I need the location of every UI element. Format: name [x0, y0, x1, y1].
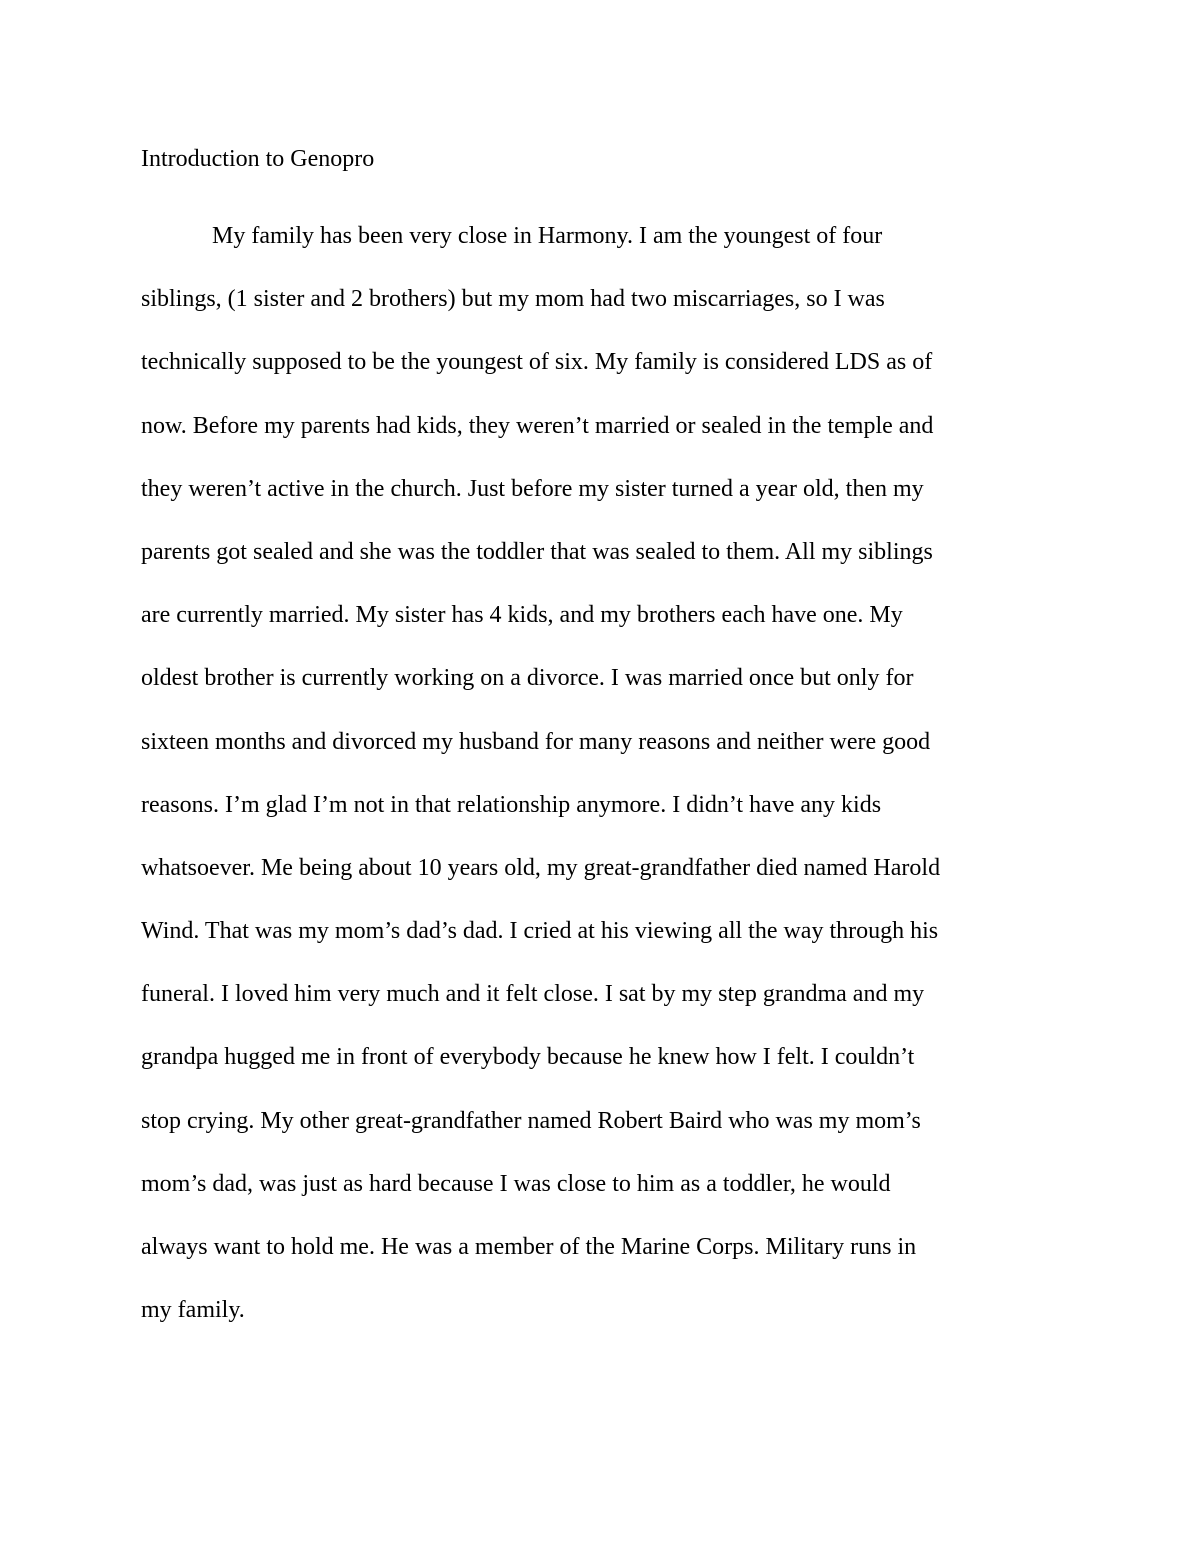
paragraph-line: oldest brother is currently working on a divorce. I was married once but only for — [141, 665, 914, 692]
paragraph-line: mom’s dad, was just as hard because I was close to him as a toddler, he would — [141, 1170, 891, 1197]
paragraph-line: technically supposed to be the youngest of six. My family is considered LDS as of — [141, 349, 933, 376]
essay-paragraph — [141, 205, 1071, 1342]
paragraph-line: they weren’t active in the church. Just before my sister turned a year old, then my — [141, 475, 924, 502]
paragraph-line: Wind. That was my mom’s dad’s dad. I cried at his viewing all the way through his — [141, 918, 939, 945]
paragraph-line: always want to hold me. He was a member of the Marine Corps. Military runs in — [141, 1234, 917, 1260]
paragraph-line: are currently married. My sister has 4 kids, and my brothers each have one. My — [141, 602, 903, 629]
paragraph-line: siblings, (1 sister and 2 brothers) but my mom had two miscarriages, so I was — [141, 286, 885, 313]
paragraph-line: grandpa hugged me in front of everybody because he knew how I felt. I couldn’t — [141, 1044, 915, 1071]
paragraph-line: whatsoever. Me being about 10 years old, my great-grandfather died named Harold — [141, 854, 941, 881]
paragraph-line: sixteen months and divorced my husband for many reasons and neither were good — [141, 728, 931, 755]
paragraph-line: my family. — [141, 1297, 245, 1324]
paragraph-line: funeral. I loved him very much and it felt close. I sat by my step grandma and my — [141, 981, 925, 1008]
paragraph-line: stop crying. My other great-grandfather named Robert Baird who was my mom’s — [141, 1107, 921, 1134]
paragraph-line: My family has been very close in Harmony. I am the youngest of four — [212, 223, 883, 249]
paragraph-line: reasons. I’m glad I’m not in that relationship anymore. I didn’t have any kids — [141, 791, 882, 818]
document-title: Introduction to Genopro — [141, 146, 375, 172]
paragraph-line: parents got sealed and she was the toddler that was sealed to them. All my siblings — [141, 538, 933, 565]
paragraph-line: now. Before my parents had kids, they weren’t married or sealed in the temple and — [141, 412, 934, 439]
